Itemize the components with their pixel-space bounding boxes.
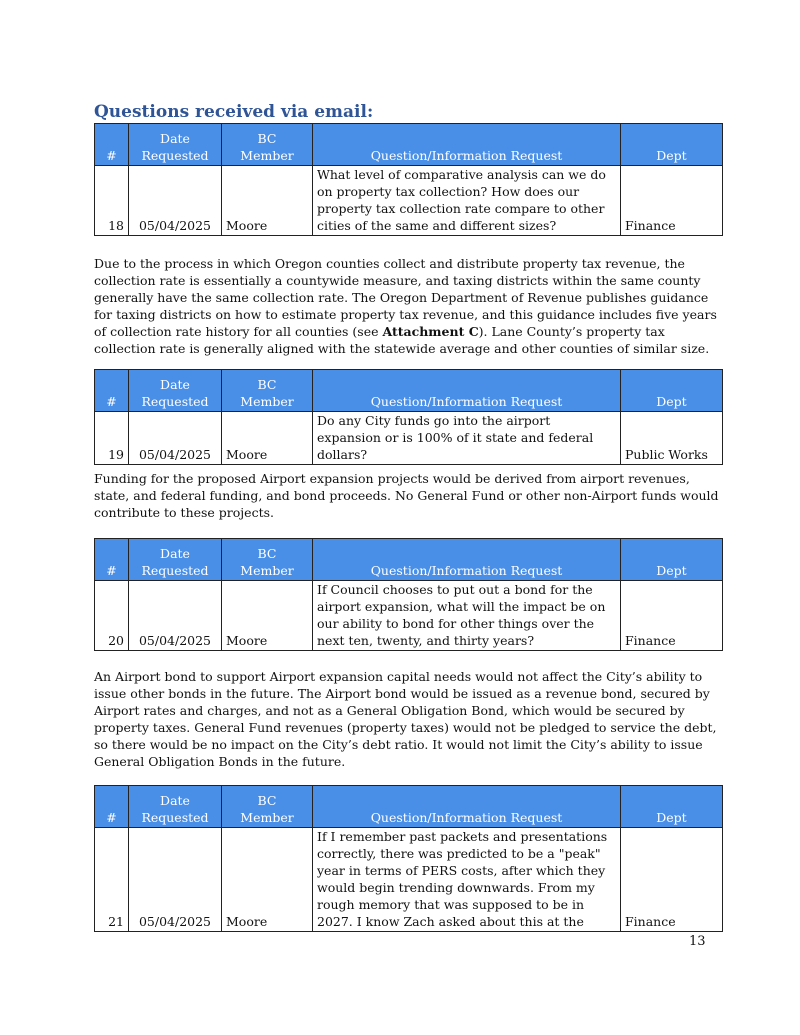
row-question: If I remember past packets and presentations correctly, there was predicted to be a "peak" year in terms of PERS costs, after which they would begin trending downwards. From my rough memory that was supposed to be in 2027. I know Zach asked about this at the <box>313 828 621 932</box>
row-dept: Finance <box>621 581 723 651</box>
header-member: BC Member <box>222 539 313 581</box>
header-question: Question/Information Request <box>313 539 621 581</box>
row-member: Moore <box>222 581 313 651</box>
header-member: BC Member <box>222 124 313 166</box>
table-header-row <box>95 124 723 166</box>
row-num: 20 <box>95 581 129 651</box>
section-heading: Questions received via email: <box>94 102 374 122</box>
header-question: Question/Information Request <box>313 786 621 828</box>
header-dept: Dept <box>621 786 723 828</box>
row-question: Do any City funds go into the airport expansion or is 100% of it state and federal dollars? <box>313 412 621 465</box>
row-date: 05/04/2025 <box>129 166 222 236</box>
row-question: What level of comparative analysis can we do on property tax collection? How does our property tax collection rate compare to other cities of the same and different sizes? <box>313 166 621 236</box>
question-table-20 <box>94 538 723 651</box>
table-row <box>95 581 723 651</box>
header-member: BC Member <box>222 786 313 828</box>
header-dept: Dept <box>621 370 723 412</box>
table-row <box>95 828 723 932</box>
header-dept: Dept <box>621 124 723 166</box>
header-question: Question/Information Request <box>313 124 621 166</box>
table-header-row <box>95 786 723 828</box>
row-member: Moore <box>222 412 313 465</box>
attachment-reference: Attachment C <box>382 324 479 339</box>
header-date: Date Requested <box>129 539 222 581</box>
row-member: Moore <box>222 828 313 932</box>
row-num: 21 <box>95 828 129 932</box>
row-question: If Council chooses to put out a bond for the airport expansion, what will the impact be on our ability to bond for other things over the next ten, twenty, and thirty years? <box>313 581 621 651</box>
row-member: Moore <box>222 166 313 236</box>
header-num: # <box>95 370 129 412</box>
header-member: BC Member <box>222 370 313 412</box>
table-header-row <box>95 370 723 412</box>
row-date: 05/04/2025 <box>129 412 222 465</box>
row-date: 05/04/2025 <box>129 828 222 932</box>
header-num: # <box>95 539 129 581</box>
header-date: Date Requested <box>129 370 222 412</box>
row-dept: Finance <box>621 166 723 236</box>
table-header-row <box>95 539 723 581</box>
table-row <box>95 166 723 236</box>
row-dept: Public Works <box>621 412 723 465</box>
header-num: # <box>95 124 129 166</box>
page-number: 13 <box>689 934 706 949</box>
header-dept: Dept <box>621 539 723 581</box>
row-num: 19 <box>95 412 129 465</box>
header-date: Date Requested <box>129 124 222 166</box>
question-table-18 <box>94 123 723 236</box>
question-table-21 <box>94 785 723 932</box>
answer-18: Due to the process in which Oregon counties collect and distribute property tax revenue, the collection rate is essentially a countywide measure, and taxing districts within the same county generally have the same collection rate. The Oregon Department of Revenue publishes guidance for taxing districts on how to estimate property tax revenue, and this guidance includes five years of collection rate history for all counties (see Attachment C). Lane County’s property tax collection rate is generally aligned with the statewide average and other counties of similar size. <box>94 256 717 356</box>
table-row <box>95 412 723 465</box>
answer-20: An Airport bond to support Airport expansion capital needs would not affect the City’s ability to issue other bonds in the future. The Airport bond would be issued as a revenue bond, secured by Airport rates and charges, and not as a General Obligation Bond, which would be secured by property taxes. General Fund revenues (property taxes) would not be pledged to service the debt, so there would be no impact on the City’s debt ratio. It would not limit the City’s ability to issue General Obligation Bonds in the future. <box>94 669 717 769</box>
row-dept: Finance <box>621 828 723 932</box>
row-date: 05/04/2025 <box>129 581 222 651</box>
header-question: Question/Information Request <box>313 370 621 412</box>
question-table-19 <box>94 369 723 465</box>
row-num: 18 <box>95 166 129 236</box>
answer-19: Funding for the proposed Airport expansion projects would be derived from airport revenues, state, and federal funding, and bond proceeds. No General Fund or other non-Airport funds would contribute to these projects. <box>94 471 719 520</box>
header-num: # <box>95 786 129 828</box>
header-date: Date Requested <box>129 786 222 828</box>
